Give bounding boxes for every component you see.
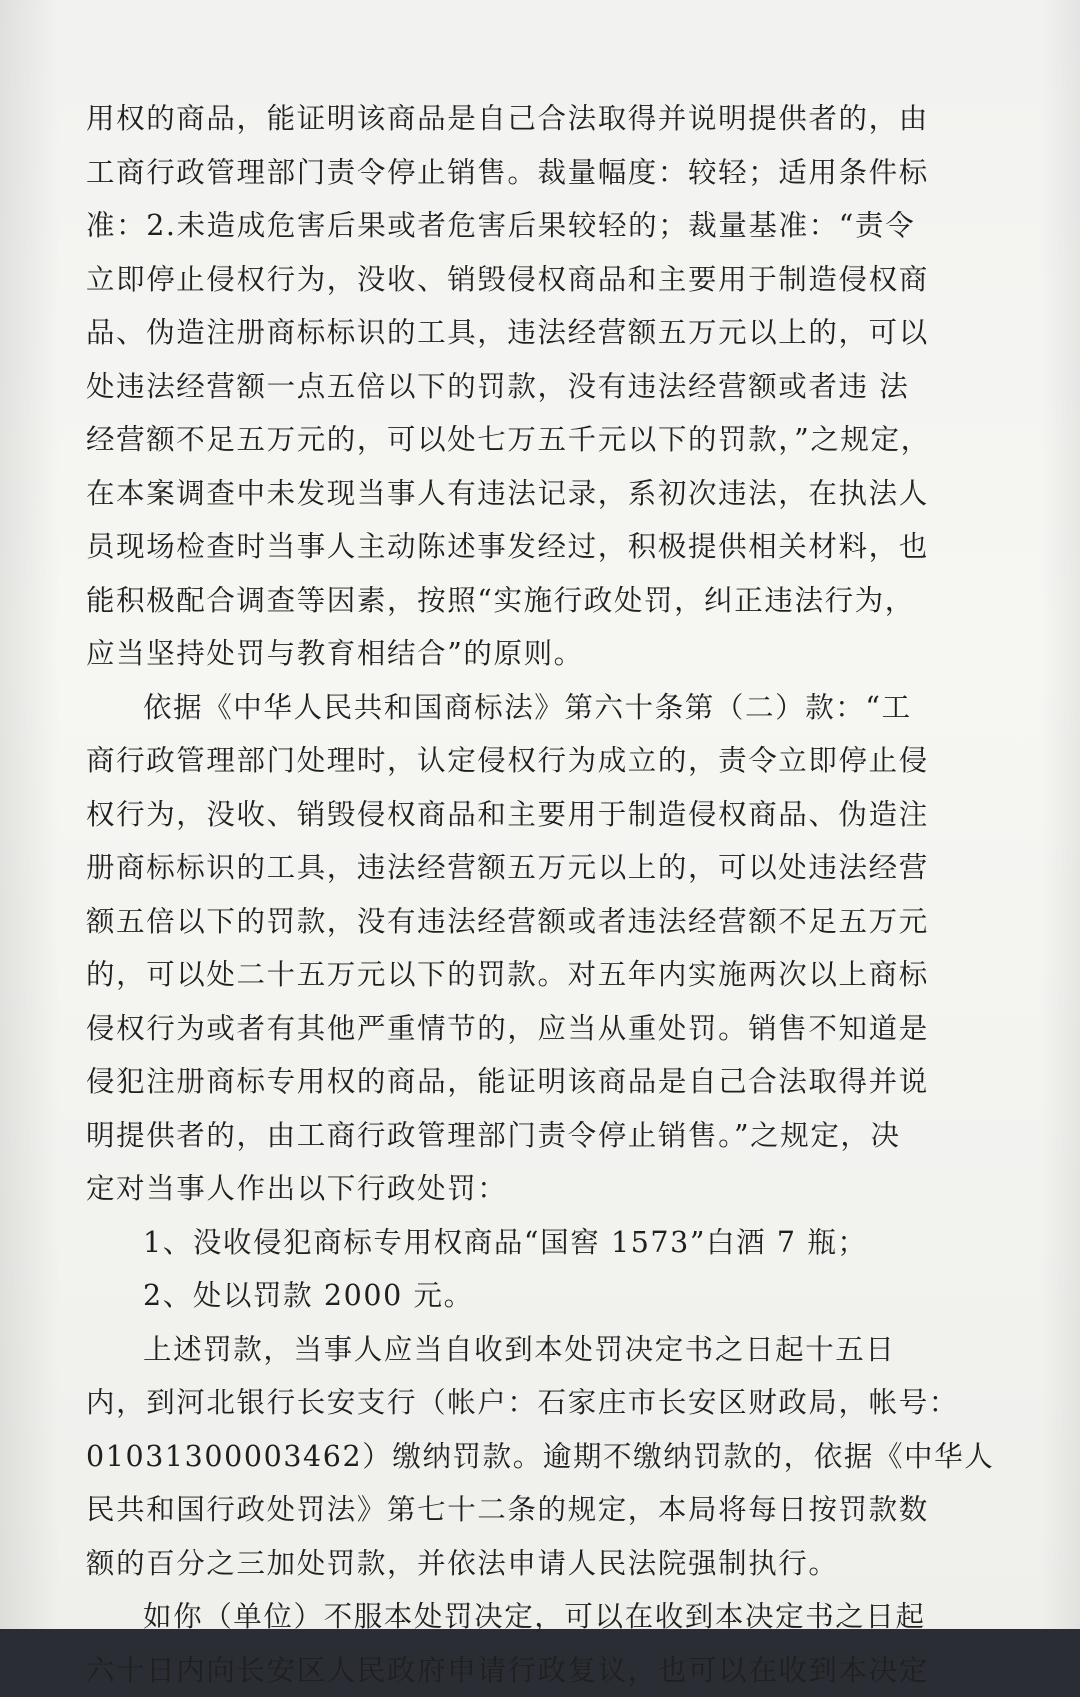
text-line: 依据《中华人民共和国商标法》第六十条第（二）款：“工 [86,681,976,735]
text-line: 能积极配合调查等因素，按照“实施行政处罚，纠正违法行为， [86,574,976,628]
text-line: 侵犯注册商标专用权的商品，能证明该商品是自己合法取得并说 [86,1055,976,1109]
text-line: 侵权行为或者有其他严重情节的，应当从重处罚。销售不知道是 [86,1002,976,1056]
text-line: 01031300003462）缴纳罚款。逾期不缴纳罚款的，依据《中华人 [86,1430,976,1484]
text-line: 处违法经营额一点五倍以下的罚款，没有违法经营额或者违 法 [86,360,976,414]
document-body [86,92,976,1697]
text-line: 员现场检查时当事人主动陈述事发经过，积极提供相关材料，也 [86,520,976,574]
text-line: 2、处以罚款 2000 元。 [86,1269,976,1323]
text-line: 如你（单位）不服本处罚决定，可以在收到本决定书之日起 [86,1590,976,1644]
text-line: 明提供者的，由工商行政管理部门责令停止销售。”之规定，决 [86,1109,976,1163]
text-line: 在本案调查中未发现当事人有违法记录，系初次违法，在执法人 [86,467,976,521]
text-line: 的，可以处二十五万元以下的罚款。对五年内实施两次以上商标 [86,948,976,1002]
text-line: 六十日内向长安区人民政府申请行政复议，也可以在收到本决定 [86,1644,976,1697]
text-line: 内，到河北银行长安支行（帐户：石家庄市长安区财政局，帐号： [86,1376,976,1430]
text-line: 民共和国行政处罚法》第七十二条的规定，本局将每日按罚款数 [86,1483,976,1537]
page-edge-shadow-left [0,0,60,1629]
text-line: 经营额不足五万元的，可以处七万五千元以下的罚款，”之规定， [86,413,976,467]
text-line: 应当坚持处罚与教育相结合”的原则。 [86,627,976,681]
text-line: 定对当事人作出以下行政处罚： [86,1162,976,1216]
text-line: 册商标标识的工具，违法经营额五万元以上的，可以处违法经营 [86,841,976,895]
text-line: 额五倍以下的罚款，没有违法经营额或者违法经营额不足五万元 [86,895,976,949]
text-line: 1、没收侵犯商标专用权商品“国窖 1573”白酒 7 瓶； [86,1216,976,1270]
text-line: 品、伪造注册商标标识的工具，违法经营额五万元以上的，可以 [86,306,976,360]
text-line: 立即停止侵权行为，没收、销毁侵权商品和主要用于制造侵权商 [86,253,976,307]
text-line: 商行政管理部门处理时，认定侵权行为成立的，责令立即停止侵 [86,734,976,788]
text-line: 准：2.未造成危害后果或者危害后果较轻的；裁量基准：“责令 [86,199,976,253]
text-line: 工商行政管理部门责令停止销售。裁量幅度：较轻；适用条件标 [86,146,976,200]
text-line: 额的百分之三加处罚款，并依法申请人民法院强制执行。 [86,1537,976,1591]
page-edge-shadow-right [1040,0,1080,1629]
text-line: 用权的商品，能证明该商品是自己合法取得并说明提供者的，由 [86,92,976,146]
text-line: 权行为，没收、销毁侵权商品和主要用于制造侵权商品、伪造注 [86,788,976,842]
text-line: 上述罚款，当事人应当自收到本处罚决定书之日起十五日 [86,1323,976,1377]
